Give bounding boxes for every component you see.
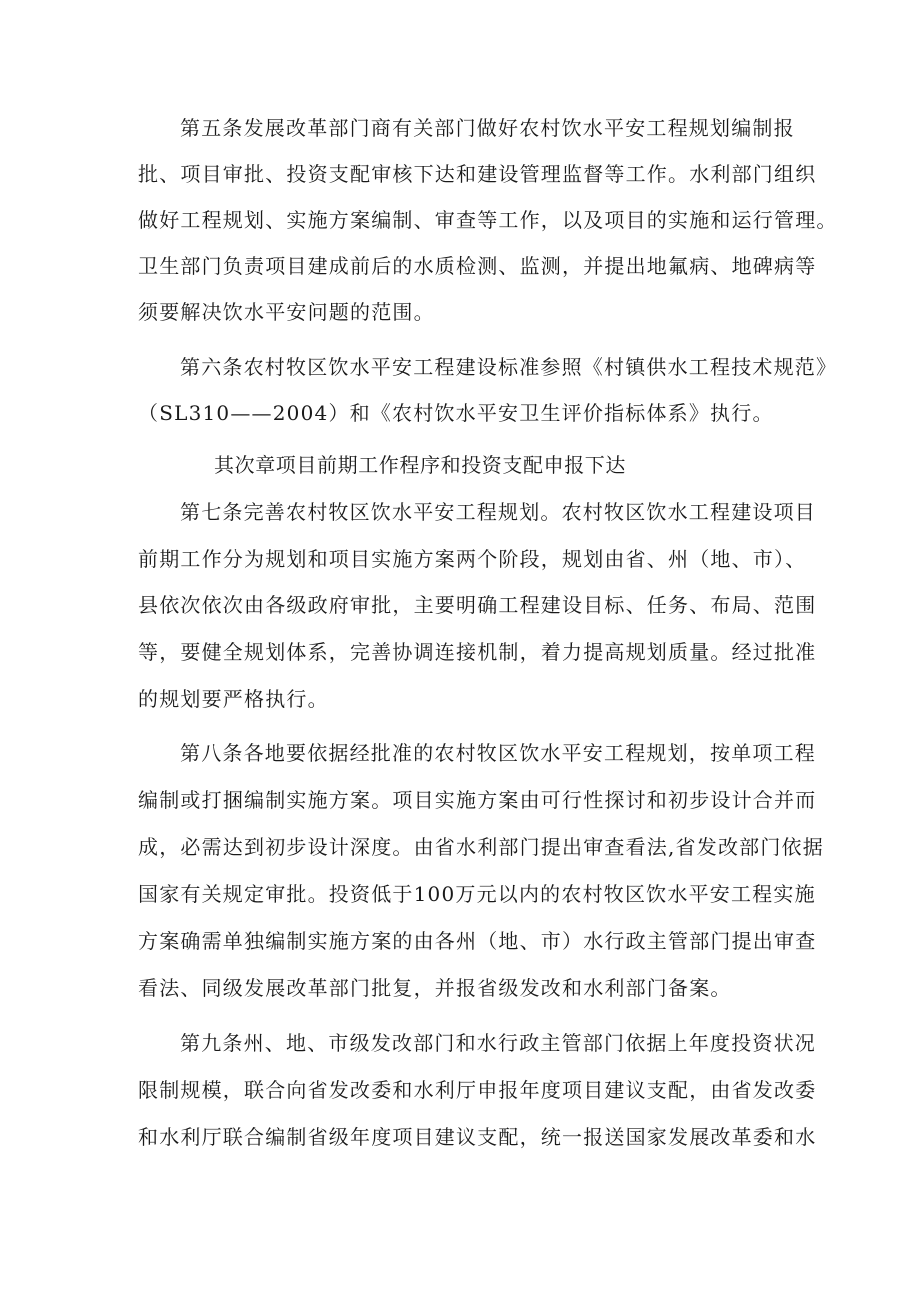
article5-line-3: 做好工程规划、实施方案编制、审查等工作，以及项目的实施和运行管理。	[138, 208, 838, 232]
article6-line-1: 第六条农村牧区饮水平安工程建设标准参照《村镇供水工程技术规范》	[180, 355, 838, 379]
article9-line-2: 限制规模，联合向省发改委和水利厅申报年度项目建议支配，由省发改委	[138, 1078, 817, 1102]
article5-line-4: 卫生部门负责项目建成前后的水质检测、监测，并提出地氟病、地碑病等	[138, 254, 817, 278]
article8-line-2: 编制或打捆编制实施方案。项目实施方案由可行性探讨和初步设计合并而	[138, 788, 817, 812]
article6-line-2: （SL310——2004）和《农村饮水平安卫生评价指标体系》执行。	[138, 401, 774, 425]
article5-line-5: 须要解决饮水平安问题的范围。	[138, 300, 435, 324]
article9-line-3: 和水利厅联合编制省级年度项目建议支配，统一报送国家发展改革委和水	[138, 1125, 817, 1149]
chapter-heading: 其次章项目前期工作程序和投资支配申报下达	[214, 453, 626, 477]
article7-line-1: 第七条完善农村牧区饮水平安工程规划。农村牧区饮水工程建设项目	[180, 500, 816, 524]
article5-line-1: 第五条发展改革部门商有关部门做好农村饮水平安工程规划编制报	[180, 116, 795, 140]
article5-line-2: 批、项目审批、投资支配审核下达和建设管理监督等工作。水利部门组织	[138, 162, 817, 186]
article9-line-1: 第九条州、地、市级发改部门和水行政主管部门依据上年度投资状况	[180, 1031, 816, 1055]
article8-line-5: 方案确需单独编制实施方案的由各州（地、市）水行政主管部门提出审查	[138, 929, 817, 953]
article7-line-3: 县依次依次由各级政府审批，主要明确工程建设目标、任务、布局、范围	[138, 593, 817, 617]
article8-line-3: 成，必需达到初步设计深度。由省水利部门提出审查看法,省发改部门依据	[138, 835, 824, 859]
article7-line-2: 前期工作分为规划和项目实施方案两个阶段，规划由省、州（地、市）、	[138, 547, 807, 571]
article7-line-4: 等，要健全规划体系，完善协调连接机制，着力提高规划质量。经过批准	[138, 640, 817, 664]
article7-line-5: 的规划要严格执行。	[138, 687, 329, 711]
article8-line-1: 第八条各地要依据经批准的农村牧区饮水平安工程规划，按单项工程	[180, 741, 816, 765]
article8-line-6: 看法、同级发展改革部门批复，并报省级发改和水利部门备案。	[138, 976, 732, 1000]
article8-line-4: 国家有关规定审批。投资低于100万元以内的农村牧区饮水平安工程实施	[138, 882, 816, 906]
